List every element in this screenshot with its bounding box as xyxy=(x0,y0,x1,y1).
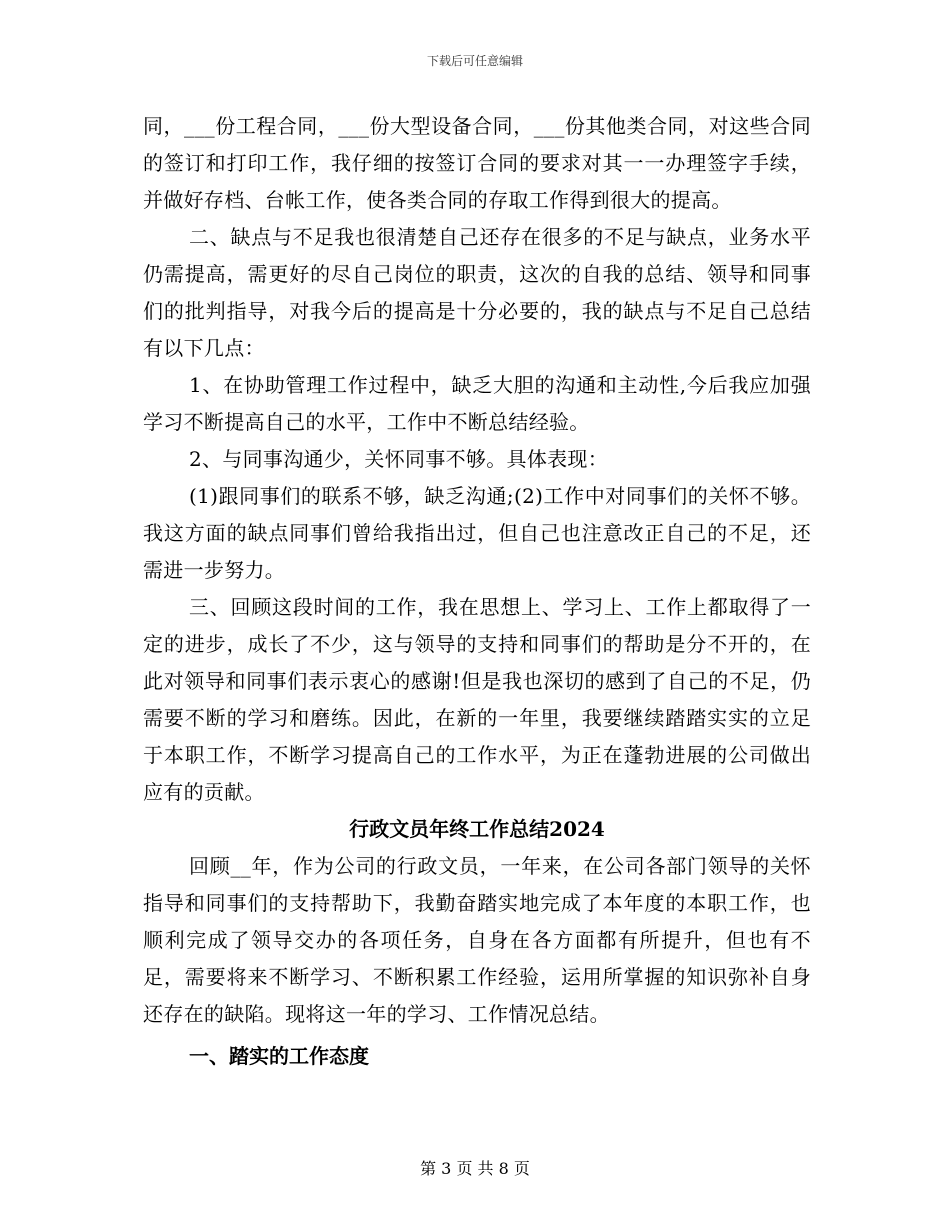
document-body xyxy=(143,108,811,1075)
paragraph-review: 三、回顾这段时间的工作，我在思想上、学习上、工作上都取得了一定的进步，成长了不少，这与领导的支持和同事们的帮助是分不开的，在此对领导和同事们表示衷心的感谢!但是我也深切的感到了自己的不足，仍需要不断的学习和磨练。因此，在新的一年里，我要继续踏踏实实的立足于本职工作，不断学习提高自己的工作水平，为正在蓬勃进展的公司做出应有的贡献。 xyxy=(143,595,811,804)
paragraph-point-1: 1、在协助管理工作过程中，缺乏大胆的沟通和主动性,今后我应加强学习不断提高自己的水平，工作中不断总结经验。 xyxy=(143,373,811,434)
section-heading: 一、踏实的工作态度 xyxy=(189,1044,369,1068)
page-header: 下载后可任意编辑 xyxy=(426,54,523,68)
paragraph-shortcomings: 二、缺点与不足我也很清楚自己还存在很多的不足与缺点，业务水平仍需提高，需更好的尽自己岗位的职责，这次的自我的总结、领导和同事们的批判指导，对我今后的提高是十分必要的，我的缺点与不足自己总结有以下几点： xyxy=(143,225,811,360)
document-title: 行政文员年终工作总结2024 xyxy=(349,817,605,841)
paragraph-intro: 回顾__年，作为公司的行政文员，一年来，在公司各部门领导的关怀指导和同事们的支持帮助下，我勤奋踏实地完成了本年度的本职工作，也顺利完成了领导交办的各项任务，自身在各方面都有所提升，但也有不足，需要将来不断学习、不断积累工作经验，运用所掌握的知识弥补自身还存在的缺陷。现将这一年的学习、工作情况总结。 xyxy=(143,854,811,1026)
paragraph-point-2: 2、与同事沟通少，关怀同事不够。具体表现： xyxy=(189,447,609,471)
paragraph-contract-work: 同，___份工程合同，___份大型设备合同，___份其他类合同，对这些合同的签订和打印工作，我仔细的按签订合同的要求对其一一办理签字手续，并做好存档、台帐工作，使各类合同的存取工作得到很大的提高。 xyxy=(143,114,811,212)
page-number: 第 3 页 共 8 页 xyxy=(420,1159,530,1178)
paragraph-point-2-details: (1)跟同事们的联系不够，缺乏沟通;(2)工作中对同事们的关怀不够。我这方面的缺点同事们曾给我指出过，但自己也注意改正自己的不足，还需进一步努力。 xyxy=(143,484,811,582)
